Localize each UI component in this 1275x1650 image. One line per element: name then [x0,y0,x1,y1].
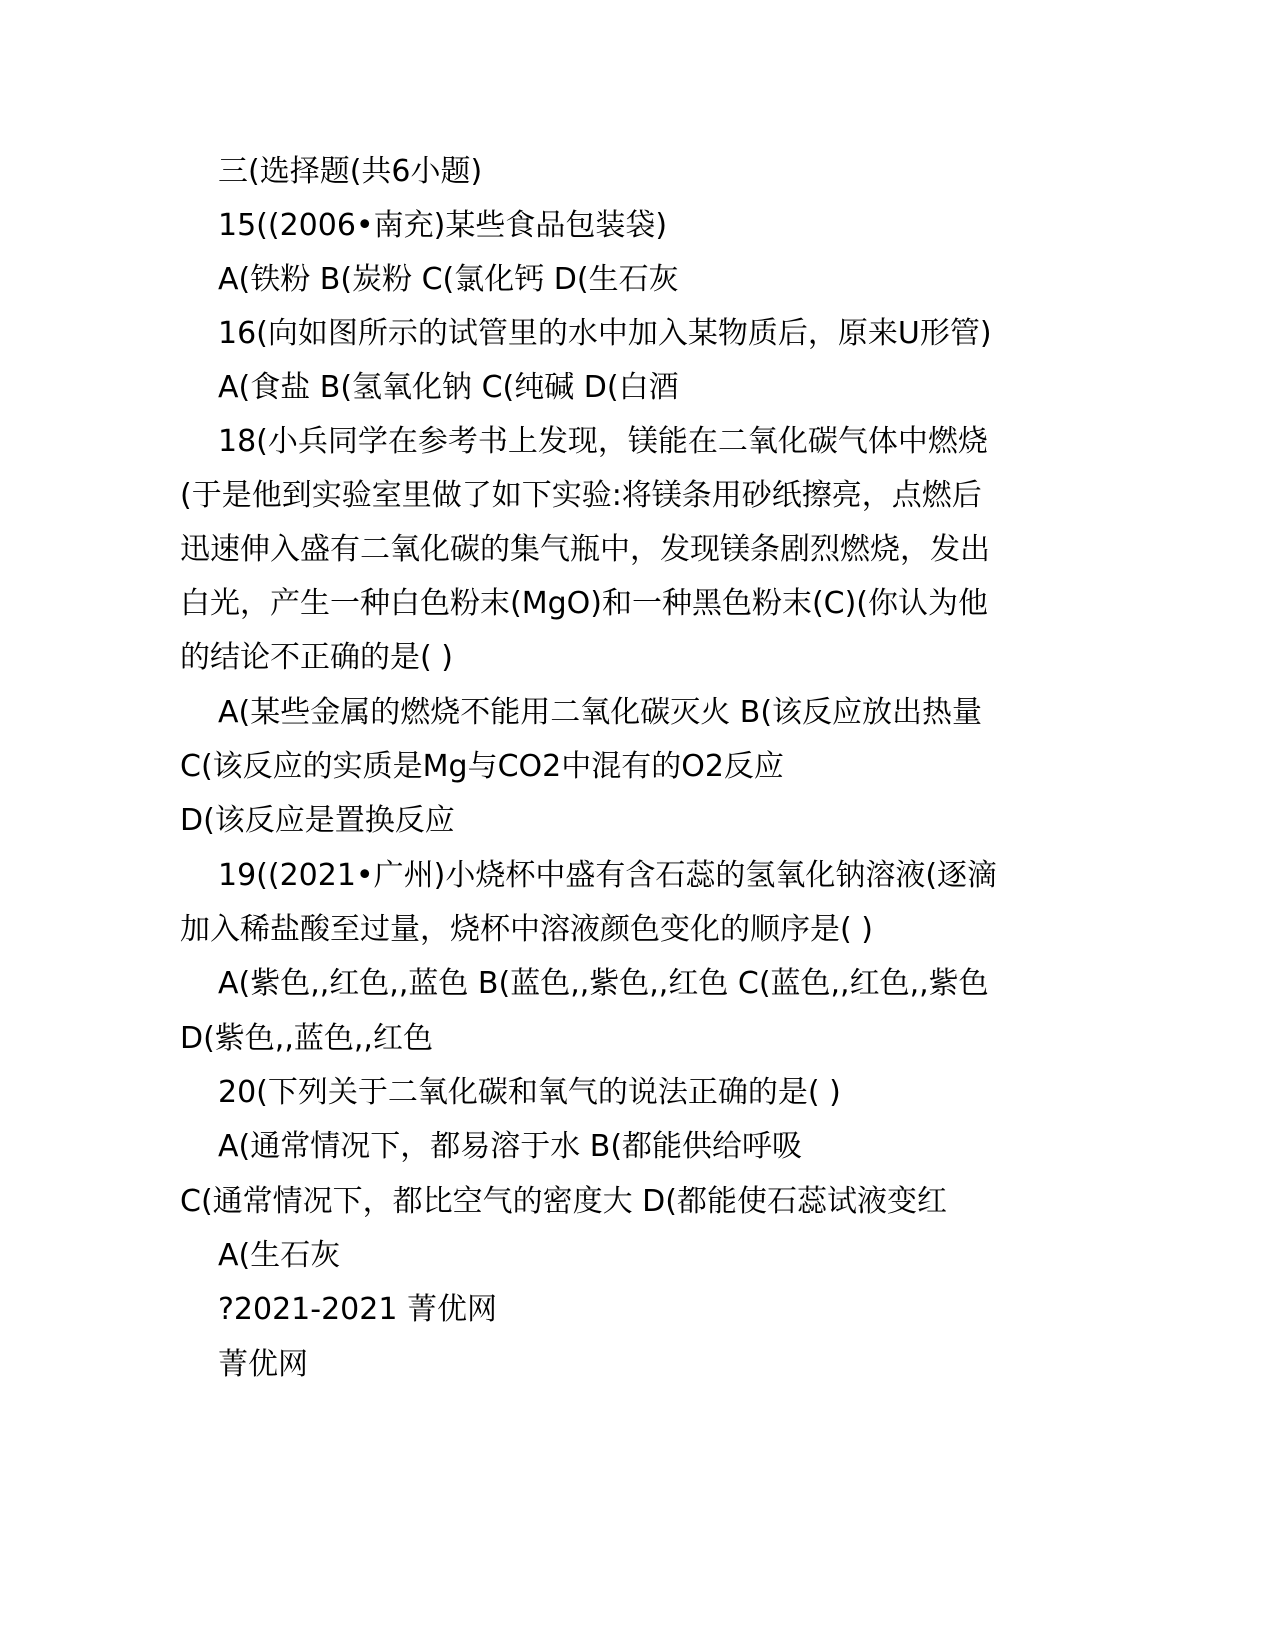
question-18-option-d: D(该反应是置换反应 [180,803,455,838]
question-18-line-1: 18(小兵同学在参考书上发现，镁能在二氧化碳气体中燃烧 [218,424,988,459]
copyright-footer: ?2021-2021 菁优网 [218,1292,497,1327]
question-20-options-ab: A(通常情况下，都易溶于水 B(都能供给呼吸 [218,1129,803,1164]
question-20: 20(下列关于二氧化碳和氧气的说法正确的是( ) [218,1075,841,1110]
question-19-options-abc: A(紫色,,红色,,蓝色 B(蓝色,,紫色,,红色 C(蓝色,,红色,,紫色 [218,966,989,1001]
answer-line: A(生石灰 [218,1238,341,1273]
site-name-footer: 菁优网 [218,1347,308,1382]
question-18-line-2: (于是他到实验室里做了如下实验:将镁条用砂纸擦亮，点燃后 [180,478,982,513]
question-18-options-ab: A(某些金属的燃烧不能用二氧化碳灭火 B(该反应放出热量 [218,695,983,730]
question-20-options-cd: C(通常情况下，都比空气的密度大 D(都能使石蕊试液变红 [180,1184,947,1219]
question-18-line-5: 的结论不正确的是( ) [180,640,453,675]
question-19-line-1: 19((2021•广州)小烧杯中盛有含石蕊的氢氧化钠溶液(逐滴 [218,858,998,893]
question-18-line-4: 白光，产生一种白色粉末(MgO)和一种黑色粉末(C)(你认为他 [180,586,989,621]
question-16-options: A(食盐 B(氢氧化钠 C(纯碱 D(白酒 [218,370,679,405]
question-18-option-c: C(该反应的实质是Mg与CO2中混有的O2反应 [180,749,784,784]
question-18-line-3: 迅速伸入盛有二氧化碳的集气瓶中，发现镁条剧烈燃烧，发出 [180,532,990,567]
section-heading: 三(选择题(共6小题) [218,154,483,189]
question-15-options: A(铁粉 B(炭粉 C(氯化钙 D(生石灰 [218,262,679,297]
question-19-line-2: 加入稀盐酸至过量，烧杯中溶液颜色变化的顺序是( ) [180,912,873,947]
question-16: 16(向如图所示的试管里的水中加入某物质后，原来U形管) [218,316,992,351]
question-19-option-d: D(紫色,,蓝色,,红色 [180,1021,433,1056]
question-15: 15((2006•南充)某些食品包装袋) [218,208,668,243]
